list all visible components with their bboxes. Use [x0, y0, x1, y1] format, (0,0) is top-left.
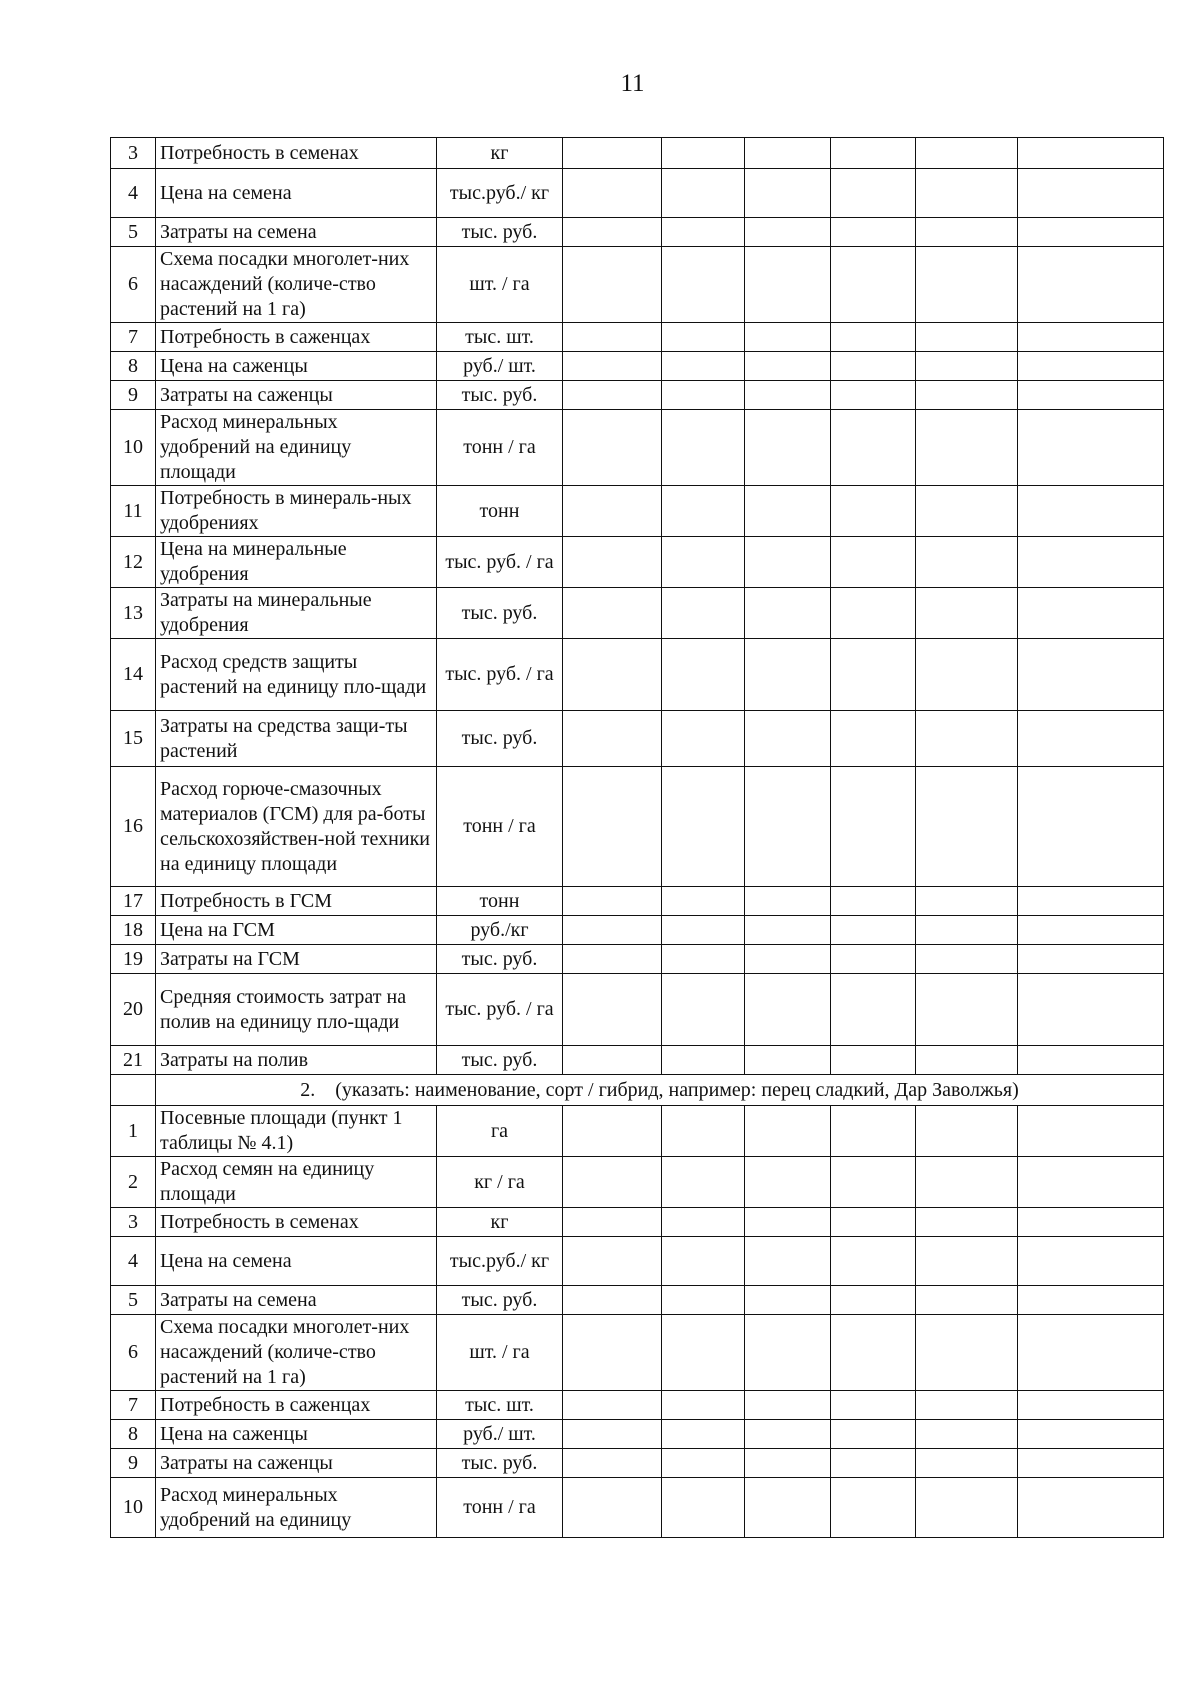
row-name: Цена на семена	[156, 1237, 437, 1286]
value-cell[interactable]	[662, 537, 745, 588]
table-body	[111, 138, 1164, 1538]
row-unit: кг	[437, 138, 563, 169]
row-number: 6	[111, 1315, 156, 1391]
row-name: Затраты на минеральные удобрения	[156, 588, 437, 639]
row-name: Посевные площади (пункт 1 таблицы № 4.1)	[156, 1106, 437, 1157]
row-unit: тыс. руб.	[437, 1286, 563, 1315]
row-unit: руб./ шт.	[437, 352, 563, 381]
value-cell[interactable]	[1018, 767, 1164, 887]
value-cell[interactable]	[916, 887, 1018, 916]
table-row	[111, 1106, 1164, 1157]
table-row	[111, 1449, 1164, 1478]
value-cell[interactable]	[662, 945, 745, 974]
row-number: 9	[111, 381, 156, 410]
value-cell[interactable]	[662, 1315, 745, 1391]
table-row	[111, 247, 1164, 323]
table-row	[111, 169, 1164, 218]
value-cell[interactable]	[916, 639, 1018, 711]
value-cell[interactable]	[916, 916, 1018, 945]
value-cell[interactable]	[1018, 1286, 1164, 1315]
value-cell[interactable]	[831, 1286, 916, 1315]
value-cell[interactable]	[563, 486, 662, 537]
row-name: Расход минеральных удобрений на единицу площади	[156, 410, 437, 486]
value-cell[interactable]	[916, 1420, 1018, 1449]
value-cell[interactable]	[563, 1106, 662, 1157]
value-cell[interactable]	[662, 1157, 745, 1208]
value-cell[interactable]	[1018, 1157, 1164, 1208]
row-number: 5	[111, 218, 156, 247]
row-unit: га	[437, 1106, 563, 1157]
table-row	[111, 1046, 1164, 1075]
row-number: 8	[111, 1420, 156, 1449]
value-cell[interactable]	[916, 247, 1018, 323]
row-name: Цена на семена	[156, 169, 437, 218]
value-cell[interactable]	[563, 218, 662, 247]
value-cell[interactable]	[916, 486, 1018, 537]
value-cell[interactable]	[831, 138, 916, 169]
value-cell[interactable]	[745, 218, 831, 247]
value-cell[interactable]	[662, 1286, 745, 1315]
value-cell[interactable]	[1018, 887, 1164, 916]
table-row	[111, 639, 1164, 711]
value-cell[interactable]	[662, 916, 745, 945]
row-unit: шт. / га	[437, 247, 563, 323]
value-cell[interactable]	[563, 1391, 662, 1420]
value-cell[interactable]	[662, 247, 745, 323]
row-number: 16	[111, 767, 156, 887]
table-row	[111, 711, 1164, 767]
row-name: Расход минеральных удобрений на единицу	[156, 1478, 437, 1538]
value-cell[interactable]	[916, 588, 1018, 639]
row-number: 5	[111, 1286, 156, 1315]
value-cell[interactable]	[831, 169, 916, 218]
row-number: 20	[111, 974, 156, 1046]
value-cell[interactable]	[563, 138, 662, 169]
table-row	[111, 1478, 1164, 1538]
value-cell[interactable]	[745, 887, 831, 916]
value-cell[interactable]	[831, 916, 916, 945]
value-cell[interactable]	[1018, 1449, 1164, 1478]
value-cell[interactable]	[916, 410, 1018, 486]
table-row	[111, 352, 1164, 381]
value-cell[interactable]	[1018, 247, 1164, 323]
value-cell[interactable]	[563, 537, 662, 588]
value-cell[interactable]	[662, 352, 745, 381]
row-name: Затраты на ГСМ	[156, 945, 437, 974]
row-name: Цена на саженцы	[156, 1420, 437, 1449]
value-cell[interactable]	[831, 588, 916, 639]
value-cell[interactable]	[563, 1420, 662, 1449]
value-cell[interactable]	[563, 887, 662, 916]
value-cell[interactable]	[662, 486, 745, 537]
row-unit: кг	[437, 1208, 563, 1237]
row-name: Затраты на саженцы	[156, 1449, 437, 1478]
value-cell[interactable]	[563, 169, 662, 218]
row-unit: тыс. шт.	[437, 1391, 563, 1420]
value-cell[interactable]	[662, 767, 745, 887]
value-cell[interactable]	[916, 1478, 1018, 1538]
value-cell[interactable]	[662, 410, 745, 486]
value-cell[interactable]	[662, 588, 745, 639]
value-cell[interactable]	[563, 352, 662, 381]
table-row	[111, 323, 1164, 352]
row-name: Цена на саженцы	[156, 352, 437, 381]
value-cell[interactable]	[1018, 1237, 1164, 1286]
table-row	[111, 410, 1164, 486]
value-cell[interactable]	[745, 410, 831, 486]
table-row	[111, 1391, 1164, 1420]
table-row	[111, 1315, 1164, 1391]
value-cell[interactable]	[563, 1315, 662, 1391]
value-cell[interactable]	[916, 1106, 1018, 1157]
value-cell[interactable]	[662, 1237, 745, 1286]
row-unit: руб./кг	[437, 916, 563, 945]
table-row	[111, 1157, 1164, 1208]
value-cell[interactable]	[916, 352, 1018, 381]
row-number: 18	[111, 916, 156, 945]
section-header-cell	[156, 1075, 1164, 1106]
row-unit: тыс. руб.	[437, 711, 563, 767]
row-name: Затраты на саженцы	[156, 381, 437, 410]
table-row	[111, 887, 1164, 916]
value-cell[interactable]	[745, 352, 831, 381]
value-cell[interactable]	[745, 1315, 831, 1391]
row-number: 12	[111, 537, 156, 588]
value-cell[interactable]	[831, 639, 916, 711]
value-cell[interactable]	[745, 1286, 831, 1315]
value-cell[interactable]	[745, 1420, 831, 1449]
value-cell[interactable]	[1018, 486, 1164, 537]
section-header-row	[111, 1075, 1164, 1106]
value-cell[interactable]	[831, 974, 916, 1046]
row-number: 11	[111, 486, 156, 537]
value-cell[interactable]	[563, 639, 662, 711]
row-unit: тыс. руб. / га	[437, 639, 563, 711]
value-cell[interactable]	[1018, 1208, 1164, 1237]
value-cell[interactable]	[831, 537, 916, 588]
value-cell[interactable]	[1018, 945, 1164, 974]
value-cell[interactable]	[745, 588, 831, 639]
value-cell[interactable]	[745, 1106, 831, 1157]
value-cell[interactable]	[662, 1391, 745, 1420]
value-cell[interactable]	[662, 711, 745, 767]
value-cell[interactable]	[916, 974, 1018, 1046]
value-cell[interactable]	[745, 323, 831, 352]
table-row	[111, 537, 1164, 588]
value-cell[interactable]	[563, 916, 662, 945]
row-number: 19	[111, 945, 156, 974]
table-row	[111, 218, 1164, 247]
value-cell[interactable]	[831, 1478, 916, 1538]
table-row	[111, 945, 1164, 974]
row-unit: тонн	[437, 486, 563, 537]
value-cell[interactable]	[662, 887, 745, 916]
section-header-num-cell	[111, 1075, 156, 1106]
row-unit: шт. / га	[437, 1315, 563, 1391]
value-cell[interactable]	[1018, 916, 1164, 945]
row-name: Потребность в саженцах	[156, 1391, 437, 1420]
value-cell[interactable]	[916, 945, 1018, 974]
value-cell[interactable]	[916, 537, 1018, 588]
value-cell[interactable]	[662, 1106, 745, 1157]
value-cell[interactable]	[916, 323, 1018, 352]
value-cell[interactable]	[831, 1106, 916, 1157]
value-cell[interactable]	[745, 1449, 831, 1478]
value-cell[interactable]	[831, 1237, 916, 1286]
row-name: Цена на ГСМ	[156, 916, 437, 945]
value-cell[interactable]	[563, 1237, 662, 1286]
table-row	[111, 1237, 1164, 1286]
value-cell[interactable]	[831, 410, 916, 486]
value-cell[interactable]	[745, 247, 831, 323]
value-cell[interactable]	[662, 218, 745, 247]
value-cell[interactable]	[831, 323, 916, 352]
row-unit: тыс. руб. / га	[437, 537, 563, 588]
value-cell[interactable]	[1018, 1106, 1164, 1157]
value-cell[interactable]	[1018, 1046, 1164, 1075]
row-unit: тыс. руб. / га	[437, 974, 563, 1046]
value-cell[interactable]	[916, 1046, 1018, 1075]
row-number: 7	[111, 1391, 156, 1420]
value-cell[interactable]	[831, 711, 916, 767]
table-row	[111, 588, 1164, 639]
row-unit: тыс. руб.	[437, 218, 563, 247]
value-cell[interactable]	[1018, 323, 1164, 352]
value-cell[interactable]	[1018, 352, 1164, 381]
value-cell[interactable]	[563, 1286, 662, 1315]
row-number: 3	[111, 1208, 156, 1237]
table-row	[111, 381, 1164, 410]
value-cell[interactable]	[831, 1391, 916, 1420]
table-row	[111, 1420, 1164, 1449]
row-name: Цена на минеральные удобрения	[156, 537, 437, 588]
value-cell[interactable]	[831, 1449, 916, 1478]
value-cell[interactable]	[916, 1208, 1018, 1237]
value-cell[interactable]	[745, 916, 831, 945]
value-cell[interactable]	[662, 1478, 745, 1538]
row-unit: тыс.руб./ кг	[437, 1237, 563, 1286]
value-cell[interactable]	[1018, 169, 1164, 218]
value-cell[interactable]	[662, 381, 745, 410]
value-cell[interactable]	[563, 1157, 662, 1208]
value-cell[interactable]	[1018, 1315, 1164, 1391]
table-row	[111, 138, 1164, 169]
value-cell[interactable]	[563, 974, 662, 1046]
value-cell[interactable]	[563, 381, 662, 410]
value-cell[interactable]	[831, 218, 916, 247]
value-cell[interactable]	[563, 767, 662, 887]
row-name: Затраты на семена	[156, 1286, 437, 1315]
row-unit: кг / га	[437, 1157, 563, 1208]
row-unit: тыс. руб.	[437, 1046, 563, 1075]
section-number: 2.	[300, 1078, 316, 1101]
row-number: 10	[111, 410, 156, 486]
row-name: Потребность в минераль-ных удобрениях	[156, 486, 437, 537]
value-cell[interactable]	[563, 588, 662, 639]
value-cell[interactable]	[745, 138, 831, 169]
value-cell[interactable]	[831, 945, 916, 974]
value-cell[interactable]	[745, 711, 831, 767]
value-cell[interactable]	[1018, 218, 1164, 247]
value-cell[interactable]	[563, 711, 662, 767]
row-number: 8	[111, 352, 156, 381]
row-unit: тыс. руб.	[437, 381, 563, 410]
value-cell[interactable]	[916, 381, 1018, 410]
data-table	[110, 137, 1164, 1538]
row-number: 21	[111, 1046, 156, 1075]
row-unit: тонн	[437, 887, 563, 916]
value-cell[interactable]	[662, 169, 745, 218]
row-name: Расход горюче-смазочных материалов (ГСМ) для ра-боты сельскохозяйствен-ной техники на единицу площади	[156, 767, 437, 887]
row-number: 6	[111, 247, 156, 323]
table-row	[111, 767, 1164, 887]
value-cell[interactable]	[831, 352, 916, 381]
value-cell[interactable]	[662, 1420, 745, 1449]
page-number: 11	[620, 70, 645, 97]
value-cell[interactable]	[745, 1237, 831, 1286]
value-cell[interactable]	[1018, 974, 1164, 1046]
row-unit: тонн / га	[437, 767, 563, 887]
row-number: 17	[111, 887, 156, 916]
row-unit: тыс. шт.	[437, 323, 563, 352]
row-unit: тыс. руб.	[437, 1449, 563, 1478]
value-cell[interactable]	[916, 138, 1018, 169]
value-cell[interactable]	[916, 169, 1018, 218]
value-cell[interactable]	[745, 639, 831, 711]
row-number: 1	[111, 1106, 156, 1157]
value-cell[interactable]	[831, 247, 916, 323]
value-cell[interactable]	[745, 1157, 831, 1208]
row-number: 15	[111, 711, 156, 767]
value-cell[interactable]	[831, 1420, 916, 1449]
value-cell[interactable]	[916, 767, 1018, 887]
row-number: 4	[111, 1237, 156, 1286]
value-cell[interactable]	[662, 1449, 745, 1478]
value-cell[interactable]	[563, 1449, 662, 1478]
value-cell[interactable]	[745, 974, 831, 1046]
row-name: Затраты на семена	[156, 218, 437, 247]
row-unit: тонн / га	[437, 1478, 563, 1538]
value-cell[interactable]	[916, 1449, 1018, 1478]
value-cell[interactable]	[563, 1478, 662, 1538]
row-name: Схема посадки многолет-них насаждений (количе-ство растений на 1 га)	[156, 1315, 437, 1391]
value-cell[interactable]	[563, 410, 662, 486]
value-cell[interactable]	[1018, 711, 1164, 767]
row-name: Затраты на средства защи-ты растений	[156, 711, 437, 767]
row-name: Потребность в ГСМ	[156, 887, 437, 916]
value-cell[interactable]	[662, 323, 745, 352]
value-cell[interactable]	[1018, 138, 1164, 169]
value-cell[interactable]	[916, 218, 1018, 247]
value-cell[interactable]	[745, 537, 831, 588]
value-cell[interactable]	[1018, 537, 1164, 588]
value-cell[interactable]	[662, 138, 745, 169]
value-cell[interactable]	[563, 945, 662, 974]
value-cell[interactable]	[1018, 1391, 1164, 1420]
value-cell[interactable]	[831, 1157, 916, 1208]
value-cell[interactable]	[1018, 1420, 1164, 1449]
value-cell[interactable]	[831, 486, 916, 537]
value-cell[interactable]	[745, 767, 831, 887]
row-name: Потребность в семенах	[156, 1208, 437, 1237]
value-cell[interactable]	[563, 1046, 662, 1075]
section-title: (указать: наименование, сорт / гибрид, например: перец сладкий, Дар Заволжья)	[335, 1078, 1019, 1101]
value-cell[interactable]	[662, 639, 745, 711]
table-row	[111, 1286, 1164, 1315]
value-cell[interactable]	[662, 974, 745, 1046]
value-cell[interactable]	[745, 1391, 831, 1420]
value-cell[interactable]	[563, 1208, 662, 1237]
table-row	[111, 1208, 1164, 1237]
value-cell[interactable]	[831, 767, 916, 887]
row-name: Потребность в саженцах	[156, 323, 437, 352]
value-cell[interactable]	[745, 945, 831, 974]
value-cell[interactable]	[916, 1315, 1018, 1391]
value-cell[interactable]	[563, 247, 662, 323]
row-name: Потребность в семенах	[156, 138, 437, 169]
value-cell[interactable]	[1018, 588, 1164, 639]
value-cell[interactable]	[916, 1286, 1018, 1315]
row-number: 2	[111, 1157, 156, 1208]
value-cell[interactable]	[1018, 381, 1164, 410]
row-unit: тыс. руб.	[437, 588, 563, 639]
value-cell[interactable]	[1018, 639, 1164, 711]
row-number: 7	[111, 323, 156, 352]
row-name: Расход средств защиты растений на единицу пло-щади	[156, 639, 437, 711]
table-row	[111, 974, 1164, 1046]
row-unit: тыс.руб./ кг	[437, 169, 563, 218]
row-name: Расход семян на единицу площади	[156, 1157, 437, 1208]
value-cell[interactable]	[563, 323, 662, 352]
row-name: Средняя стоимость затрат на полив на единицу пло-щади	[156, 974, 437, 1046]
value-cell[interactable]	[745, 1478, 831, 1538]
row-unit: тонн / га	[437, 410, 563, 486]
value-cell[interactable]	[831, 381, 916, 410]
value-cell[interactable]	[831, 1208, 916, 1237]
table-row	[111, 486, 1164, 537]
value-cell[interactable]	[745, 1208, 831, 1237]
row-unit: руб./ шт.	[437, 1420, 563, 1449]
value-cell[interactable]	[916, 711, 1018, 767]
value-cell[interactable]	[1018, 410, 1164, 486]
value-cell[interactable]	[745, 381, 831, 410]
row-number: 10	[111, 1478, 156, 1538]
row-name: Схема посадки многолет-них насаждений (количе-ство растений на 1 га)	[156, 247, 437, 323]
row-number: 13	[111, 588, 156, 639]
value-cell[interactable]	[662, 1208, 745, 1237]
value-cell[interactable]	[1018, 1478, 1164, 1538]
value-cell[interactable]	[916, 1237, 1018, 1286]
row-number: 9	[111, 1449, 156, 1478]
value-cell[interactable]	[831, 1046, 916, 1075]
value-cell[interactable]	[916, 1391, 1018, 1420]
row-name: Затраты на полив	[156, 1046, 437, 1075]
value-cell[interactable]	[831, 1315, 916, 1391]
value-cell[interactable]	[745, 1046, 831, 1075]
value-cell[interactable]	[831, 887, 916, 916]
value-cell[interactable]	[745, 169, 831, 218]
row-unit: тыс. руб.	[437, 945, 563, 974]
row-number: 3	[111, 138, 156, 169]
row-number: 4	[111, 169, 156, 218]
value-cell[interactable]	[916, 1157, 1018, 1208]
value-cell[interactable]	[745, 486, 831, 537]
table-row	[111, 916, 1164, 945]
value-cell[interactable]	[662, 1046, 745, 1075]
row-number: 14	[111, 639, 156, 711]
